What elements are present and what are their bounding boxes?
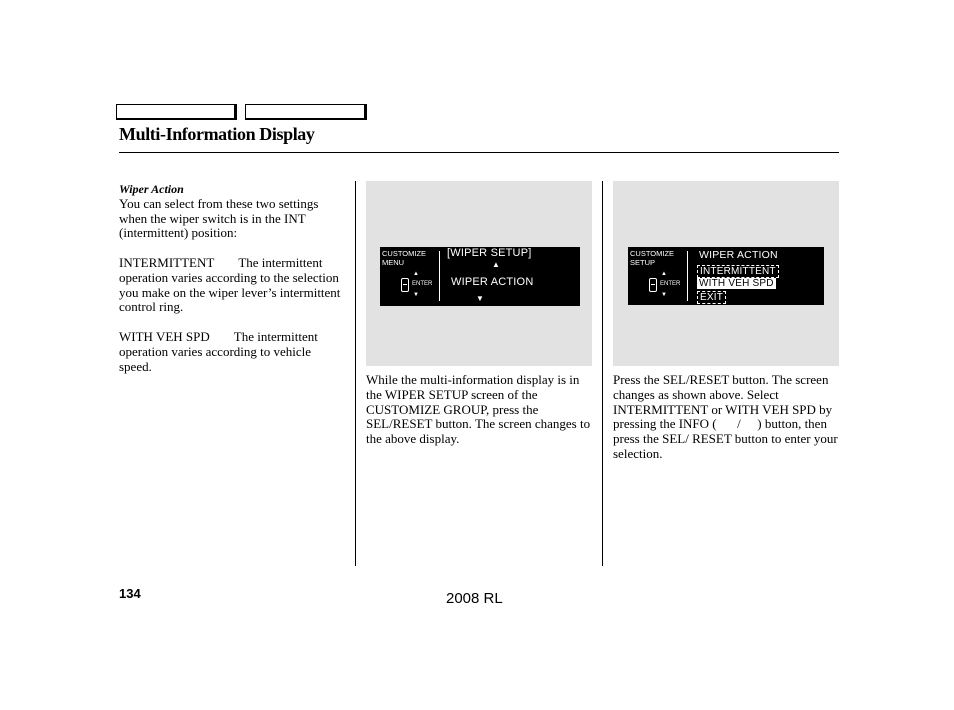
column-divider-1 xyxy=(355,181,356,566)
display-left-label-1: CUSTOMIZE xyxy=(630,249,675,258)
instructions-part-2: ) button, then press the SEL/ RESET button to enter your selection. xyxy=(613,416,838,461)
intermittent-paragraph xyxy=(119,256,347,315)
page-title: Multi-Information Display xyxy=(119,124,315,144)
wiper-action-display xyxy=(628,247,824,305)
intermittent-label: INTERMITTENT xyxy=(119,254,215,270)
arrow-up-small-icon: ▲ xyxy=(413,271,419,277)
wiper-action-heading: WIPER ACTION xyxy=(699,249,778,261)
intro-paragraph: You can select from these two settings when the wiper switch is in the INT (intermittent) position: xyxy=(119,195,319,241)
column-instructions-2 xyxy=(613,373,841,462)
with-veh-spd-paragraph xyxy=(119,330,347,374)
wiper-setup-screen-panel xyxy=(366,181,592,366)
column-instructions-1: While the multi-information display is in the WIPER SETUP screen of the CUSTOMIZE GROUP, press the SEL/RESET button. The screen changes to the above display. xyxy=(366,372,591,447)
arrow-down-small-icon: ▼ xyxy=(413,292,419,298)
instructions-part-1: Press the SEL/RESET button. The screen changes as shown above. Select INTERMITTENT or WITH VEH SPD by pressing the INFO ( xyxy=(613,372,833,432)
with-veh-spd-description: The intermittent operation varies according to vehicle speed. xyxy=(119,328,318,374)
wiper-setup-title: [WIPER SETUP] xyxy=(447,247,532,259)
display-separator xyxy=(687,251,688,301)
sel-reset-button-icon xyxy=(649,278,657,292)
column-divider-2 xyxy=(602,181,603,566)
column-wiper-action xyxy=(119,182,347,389)
option-exit: EXIT xyxy=(697,291,726,304)
arrow-up-small-icon: ▲ xyxy=(661,271,667,277)
display-left-label-2: MENU xyxy=(382,258,405,267)
enter-label: ENTER xyxy=(412,281,433,287)
display-left-label-2: SETUP xyxy=(630,258,656,267)
arrow-down-small-icon: ▼ xyxy=(661,292,667,298)
info-slash: / xyxy=(737,416,741,432)
page-number: 134 xyxy=(119,586,141,601)
header-tab-box-left xyxy=(116,104,237,120)
wiper-action-item: WIPER ACTION xyxy=(451,276,534,288)
display-separator xyxy=(439,251,440,301)
wiper-setup-display xyxy=(380,247,580,306)
intermittent-description: The intermittent operation varies according to the selection you make on the wiper lever’s intermittent control ring. xyxy=(119,254,341,315)
option-with-veh-spd-selected: WITH VEH SPD xyxy=(699,278,774,289)
display-left-label-1: CUSTOMIZE xyxy=(382,249,427,258)
sel-reset-button-icon xyxy=(401,278,409,292)
enter-label: ENTER xyxy=(660,281,681,287)
wiper-action-screen-panel xyxy=(613,181,839,366)
section-subheading: Wiper Action xyxy=(119,182,184,196)
arrow-down-icon: ▼ xyxy=(476,294,484,303)
arrow-up-icon: ▲ xyxy=(492,260,500,269)
title-divider xyxy=(119,152,839,153)
option-intermittent: INTERMITTENT xyxy=(697,265,779,278)
with-veh-spd-label: WITH VEH SPD xyxy=(119,328,210,344)
model-footer: 2008 RL xyxy=(446,590,503,607)
header-tab-box-right xyxy=(245,104,367,120)
